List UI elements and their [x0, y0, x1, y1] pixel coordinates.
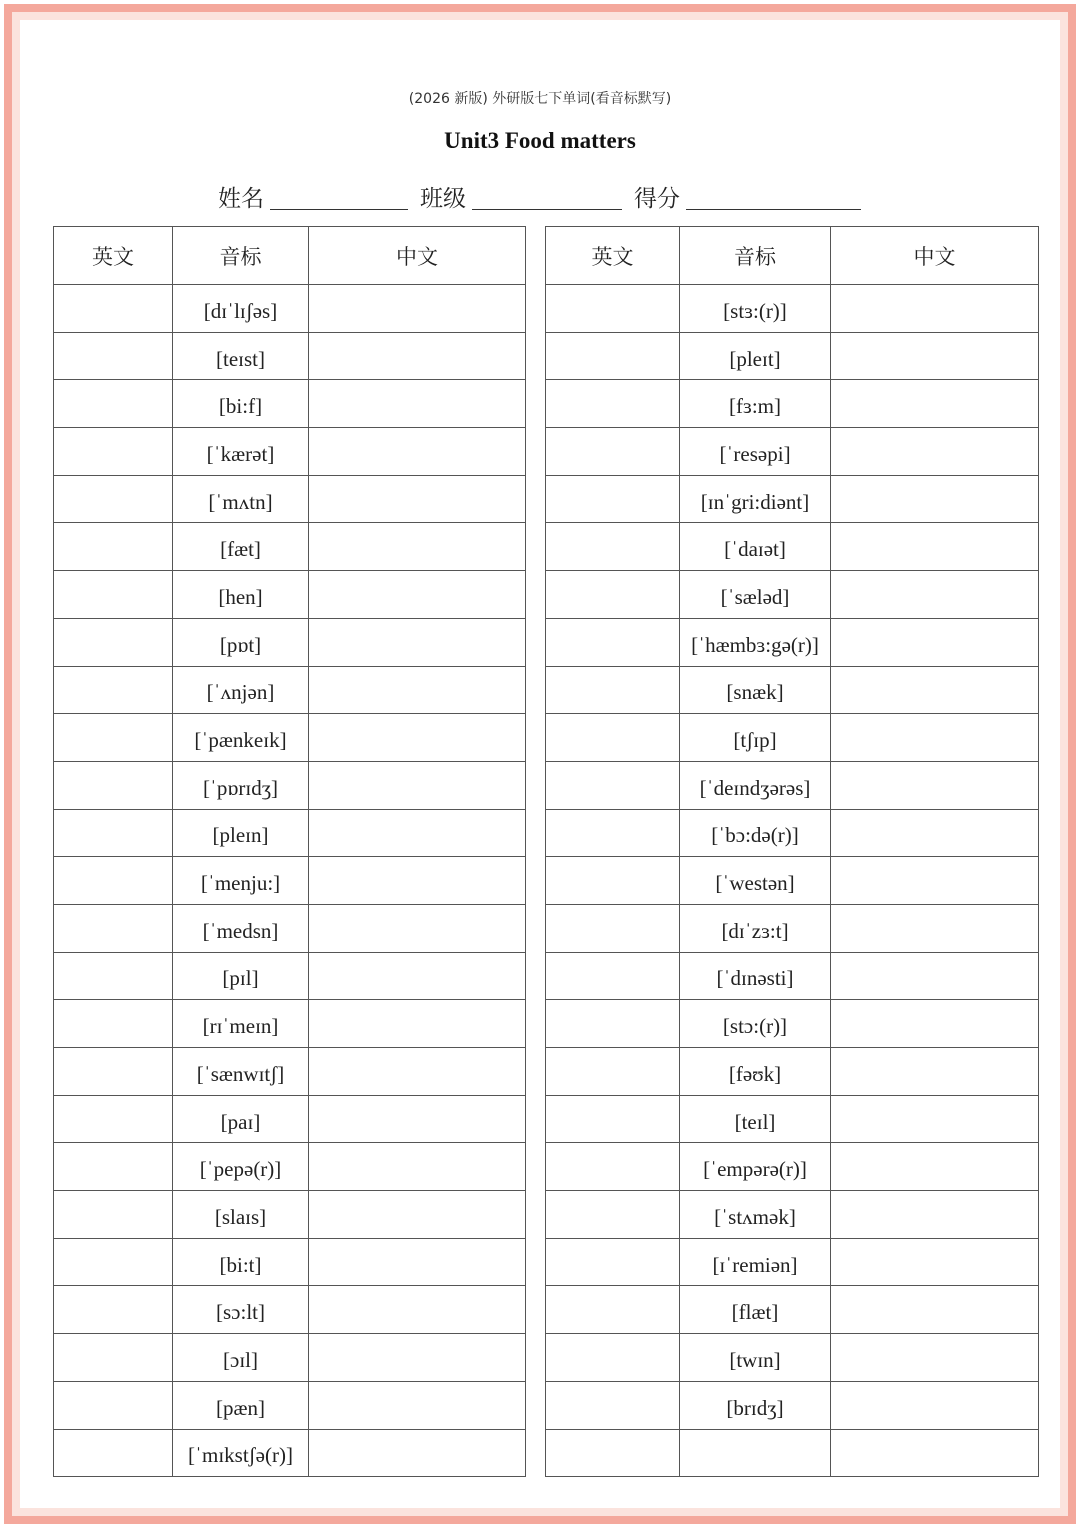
english-answer-cell[interactable]	[546, 285, 680, 333]
score-label: 得分	[634, 186, 680, 212]
table-row	[54, 1381, 526, 1429]
english-answer-cell[interactable]	[54, 571, 173, 619]
chinese-answer-cell[interactable]	[831, 666, 1039, 714]
english-answer-cell[interactable]	[546, 571, 680, 619]
english-answer-cell[interactable]	[54, 952, 173, 1000]
english-answer-cell[interactable]	[54, 1048, 173, 1096]
worksheet-title: Unit3 Food matters	[444, 128, 636, 153]
chinese-answer-cell[interactable]	[831, 475, 1039, 523]
phonetic-cell: [twɪn]	[680, 1334, 831, 1382]
chinese-answer-cell[interactable]	[309, 1095, 526, 1143]
phonetic-cell: [bi:f]	[173, 380, 309, 428]
table-header-row	[546, 227, 1039, 285]
column-header-phonetic: 音标	[680, 227, 831, 285]
english-answer-cell[interactable]	[54, 809, 173, 857]
column-header-phonetic: 音标	[173, 227, 309, 285]
english-answer-cell[interactable]	[54, 1095, 173, 1143]
phonetic-cell: [ˈpɒrɪdʒ]	[173, 761, 309, 809]
phonetic-cell: [dɪˈzɜ:t]	[680, 904, 831, 952]
name-label: 姓名	[218, 186, 264, 212]
chinese-answer-cell[interactable]	[309, 1381, 526, 1429]
chinese-answer-cell[interactable]	[831, 1381, 1039, 1429]
phonetic-cell	[680, 1429, 831, 1477]
table-row	[546, 904, 1039, 952]
table-row	[546, 1238, 1039, 1286]
chinese-answer-cell[interactable]	[831, 809, 1039, 857]
table-row	[546, 332, 1039, 380]
english-answer-cell[interactable]	[546, 1000, 680, 1048]
table-row	[54, 952, 526, 1000]
table-row	[546, 523, 1039, 571]
phonetic-cell: [pɪl]	[173, 952, 309, 1000]
phonetic-cell: [ˈbɔ:də(r)]	[680, 809, 831, 857]
chinese-answer-cell[interactable]	[309, 1191, 526, 1239]
english-answer-cell[interactable]	[546, 618, 680, 666]
chinese-answer-cell[interactable]	[309, 1238, 526, 1286]
chinese-answer-cell[interactable]	[831, 1000, 1039, 1048]
phonetic-cell: [ˈmɪkstʃə(r)]	[173, 1429, 309, 1477]
phonetic-cell: [tʃɪp]	[680, 714, 831, 762]
chinese-answer-cell[interactable]	[831, 428, 1039, 476]
chinese-answer-cell[interactable]	[831, 1143, 1039, 1191]
table-row	[54, 428, 526, 476]
english-answer-cell[interactable]	[54, 618, 173, 666]
phonetic-cell: [ˈʌnjən]	[173, 666, 309, 714]
chinese-answer-cell[interactable]	[309, 809, 526, 857]
chinese-answer-cell[interactable]	[831, 332, 1039, 380]
chinese-answer-cell[interactable]	[309, 761, 526, 809]
phonetic-cell: [ˈmedsn]	[173, 904, 309, 952]
english-answer-cell[interactable]	[546, 714, 680, 762]
phonetic-cell: [pæn]	[173, 1381, 309, 1429]
table-row	[546, 809, 1039, 857]
english-answer-cell[interactable]	[54, 428, 173, 476]
table-row	[546, 1048, 1039, 1096]
chinese-answer-cell[interactable]	[309, 380, 526, 428]
chinese-answer-cell[interactable]	[309, 714, 526, 762]
chinese-answer-cell[interactable]	[831, 285, 1039, 333]
table-row	[54, 332, 526, 380]
table-row	[546, 1429, 1039, 1477]
english-answer-cell[interactable]	[546, 1334, 680, 1382]
english-answer-cell[interactable]	[54, 475, 173, 523]
chinese-answer-cell[interactable]	[309, 618, 526, 666]
english-answer-cell[interactable]	[546, 952, 680, 1000]
score-field[interactable]	[686, 209, 861, 210]
table-row	[546, 761, 1039, 809]
english-answer-cell[interactable]	[546, 1048, 680, 1096]
phonetic-cell: [ˈdaɪət]	[680, 523, 831, 571]
table-row	[54, 380, 526, 428]
phonetic-cell: [hen]	[173, 571, 309, 619]
english-answer-cell[interactable]	[54, 904, 173, 952]
phonetic-cell: [flæt]	[680, 1286, 831, 1334]
chinese-answer-cell[interactable]	[831, 857, 1039, 905]
english-answer-cell[interactable]	[546, 380, 680, 428]
table-row	[546, 380, 1039, 428]
table-row	[54, 1334, 526, 1382]
table-row	[546, 1000, 1039, 1048]
table-row	[546, 1334, 1039, 1382]
chinese-answer-cell[interactable]	[309, 1048, 526, 1096]
phonetic-cell: [ɪnˈgri:diənt]	[680, 475, 831, 523]
table-row	[54, 1429, 526, 1477]
chinese-answer-cell[interactable]	[831, 761, 1039, 809]
table-row	[546, 666, 1039, 714]
chinese-answer-cell[interactable]	[309, 285, 526, 333]
table-header-row	[54, 227, 526, 285]
table-row	[54, 1191, 526, 1239]
chinese-answer-cell[interactable]	[831, 714, 1039, 762]
table-row	[54, 857, 526, 905]
english-answer-cell[interactable]	[54, 1334, 173, 1382]
english-answer-cell[interactable]	[54, 332, 173, 380]
table-row	[546, 1381, 1039, 1429]
table-row	[546, 857, 1039, 905]
phonetic-cell: [slaɪs]	[173, 1191, 309, 1239]
table-row	[546, 1286, 1039, 1334]
table-row	[54, 666, 526, 714]
table-row	[546, 1095, 1039, 1143]
worksheet-subtitle: (2026 新版) 外研版七下单词(看音标默写)	[408, 91, 672, 107]
chinese-answer-cell[interactable]	[309, 523, 526, 571]
chinese-answer-cell[interactable]	[831, 618, 1039, 666]
chinese-answer-cell[interactable]	[831, 523, 1039, 571]
class-field[interactable]	[472, 209, 622, 210]
phonetic-cell: [stɔ:(r)]	[680, 1000, 831, 1048]
chinese-answer-cell[interactable]	[309, 1429, 526, 1477]
english-answer-cell[interactable]	[54, 523, 173, 571]
phonetic-cell: [ˈsænwɪtʃ]	[173, 1048, 309, 1096]
chinese-answer-cell[interactable]	[309, 666, 526, 714]
english-answer-cell[interactable]	[54, 1143, 173, 1191]
english-answer-cell[interactable]	[546, 904, 680, 952]
phonetic-cell: [ˈdeɪndʒərəs]	[680, 761, 831, 809]
table-row	[54, 1286, 526, 1334]
phonetic-cell: [fɜ:m]	[680, 380, 831, 428]
english-answer-cell[interactable]	[546, 1143, 680, 1191]
chinese-answer-cell[interactable]	[831, 380, 1039, 428]
phonetic-cell: [ˈstʌmək]	[680, 1191, 831, 1239]
chinese-answer-cell[interactable]	[831, 1191, 1039, 1239]
phonetic-cell: [ˈmʌtn]	[173, 475, 309, 523]
phonetic-cell: [ˈhæmbɜ:gə(r)]	[680, 618, 831, 666]
table-row	[546, 428, 1039, 476]
english-answer-cell[interactable]	[54, 666, 173, 714]
table-row	[54, 1048, 526, 1096]
column-header-chinese: 中文	[309, 227, 526, 285]
table-row	[54, 475, 526, 523]
chinese-answer-cell[interactable]	[831, 904, 1039, 952]
chinese-answer-cell[interactable]	[831, 571, 1039, 619]
english-answer-cell[interactable]	[54, 857, 173, 905]
table-row	[54, 571, 526, 619]
english-answer-cell[interactable]	[54, 1000, 173, 1048]
phonetic-cell: [sɔ:lt]	[173, 1286, 309, 1334]
table-row	[54, 714, 526, 762]
chinese-answer-cell[interactable]	[309, 952, 526, 1000]
table-row	[54, 809, 526, 857]
vocab-table-right	[545, 226, 1039, 1477]
chinese-answer-cell[interactable]	[831, 1334, 1039, 1382]
phonetic-cell: [fæt]	[173, 523, 309, 571]
name-field[interactable]	[270, 209, 408, 210]
chinese-answer-cell[interactable]	[309, 475, 526, 523]
table-row	[54, 618, 526, 666]
chinese-answer-cell[interactable]	[309, 571, 526, 619]
phonetic-cell: [pleɪn]	[173, 809, 309, 857]
phonetic-cell: [ˈpepə(r)]	[173, 1143, 309, 1191]
table-row	[54, 761, 526, 809]
english-answer-cell[interactable]	[546, 475, 680, 523]
phonetic-cell: [brɪdʒ]	[680, 1381, 831, 1429]
english-answer-cell[interactable]	[54, 761, 173, 809]
table-row	[546, 714, 1039, 762]
english-answer-cell[interactable]	[54, 714, 173, 762]
table-row	[54, 904, 526, 952]
chinese-answer-cell[interactable]	[309, 332, 526, 380]
english-answer-cell[interactable]	[54, 380, 173, 428]
english-answer-cell[interactable]	[546, 1095, 680, 1143]
table-row	[546, 285, 1039, 333]
phonetic-cell: [stɜ:(r)]	[680, 285, 831, 333]
phonetic-cell: [ˈsæləd]	[680, 571, 831, 619]
english-answer-cell[interactable]	[54, 1381, 173, 1429]
english-answer-cell[interactable]	[546, 1429, 680, 1477]
phonetic-cell: [fəʊk]	[680, 1048, 831, 1096]
english-answer-cell[interactable]	[546, 809, 680, 857]
phonetic-cell: [ˈwestən]	[680, 857, 831, 905]
table-row	[54, 1143, 526, 1191]
chinese-answer-cell[interactable]	[831, 1048, 1039, 1096]
phonetic-cell: [paɪ]	[173, 1095, 309, 1143]
english-answer-cell[interactable]	[54, 1238, 173, 1286]
table-row	[546, 952, 1039, 1000]
column-header-chinese: 中文	[831, 227, 1039, 285]
phonetic-cell: [ˈdɪnəsti]	[680, 952, 831, 1000]
column-header-english: 英文	[54, 227, 173, 285]
phonetic-cell: [dɪˈlɪʃəs]	[173, 285, 309, 333]
table-row	[54, 1095, 526, 1143]
table-row	[546, 618, 1039, 666]
english-answer-cell[interactable]	[546, 857, 680, 905]
table-row	[54, 523, 526, 571]
english-answer-cell[interactable]	[546, 761, 680, 809]
phonetic-cell: [pleɪt]	[680, 332, 831, 380]
student-info-row	[218, 180, 878, 214]
english-answer-cell[interactable]	[546, 1191, 680, 1239]
english-answer-cell[interactable]	[546, 523, 680, 571]
table-row	[546, 571, 1039, 619]
english-answer-cell[interactable]	[546, 1381, 680, 1429]
english-answer-cell[interactable]	[54, 1191, 173, 1239]
chinese-answer-cell[interactable]	[831, 1429, 1039, 1477]
english-answer-cell[interactable]	[54, 1286, 173, 1334]
table-row	[546, 475, 1039, 523]
phonetic-cell: [snæk]	[680, 666, 831, 714]
phonetic-cell: [ˈkærət]	[173, 428, 309, 476]
phonetic-cell: [ɔɪl]	[173, 1334, 309, 1382]
column-header-english: 英文	[546, 227, 680, 285]
english-answer-cell[interactable]	[546, 1238, 680, 1286]
chinese-answer-cell[interactable]	[831, 1238, 1039, 1286]
chinese-answer-cell[interactable]	[831, 1095, 1039, 1143]
english-answer-cell[interactable]	[546, 666, 680, 714]
chinese-answer-cell[interactable]	[309, 1334, 526, 1382]
english-answer-cell[interactable]	[546, 332, 680, 380]
english-answer-cell[interactable]	[546, 428, 680, 476]
table-row	[54, 285, 526, 333]
english-answer-cell[interactable]	[546, 1286, 680, 1334]
class-label: 班级	[420, 186, 466, 212]
phonetic-cell: [teɪst]	[173, 332, 309, 380]
chinese-answer-cell[interactable]	[309, 1286, 526, 1334]
phonetic-cell: [ˈresəpi]	[680, 428, 831, 476]
vocabulary-grid	[53, 226, 1038, 1468]
phonetic-cell: [rɪˈmeɪn]	[173, 1000, 309, 1048]
english-answer-cell[interactable]	[54, 1429, 173, 1477]
chinese-answer-cell[interactable]	[831, 1286, 1039, 1334]
chinese-answer-cell[interactable]	[309, 857, 526, 905]
chinese-answer-cell[interactable]	[309, 904, 526, 952]
chinese-answer-cell[interactable]	[309, 1000, 526, 1048]
table-row	[54, 1000, 526, 1048]
phonetic-cell: [ˈempərə(r)]	[680, 1143, 831, 1191]
table-row	[546, 1191, 1039, 1239]
phonetic-cell: [ˈmenju:]	[173, 857, 309, 905]
chinese-answer-cell[interactable]	[309, 428, 526, 476]
english-answer-cell[interactable]	[54, 285, 173, 333]
phonetic-cell: [teɪl]	[680, 1095, 831, 1143]
phonetic-cell: [ɪˈremiən]	[680, 1238, 831, 1286]
table-row	[546, 1143, 1039, 1191]
phonetic-cell: [bi:t]	[173, 1238, 309, 1286]
table-row	[54, 1238, 526, 1286]
vocab-table-left	[53, 226, 526, 1477]
chinese-answer-cell[interactable]	[309, 1143, 526, 1191]
phonetic-cell: [ˈpænkeɪk]	[173, 714, 309, 762]
chinese-answer-cell[interactable]	[831, 952, 1039, 1000]
phonetic-cell: [pɒt]	[173, 618, 309, 666]
